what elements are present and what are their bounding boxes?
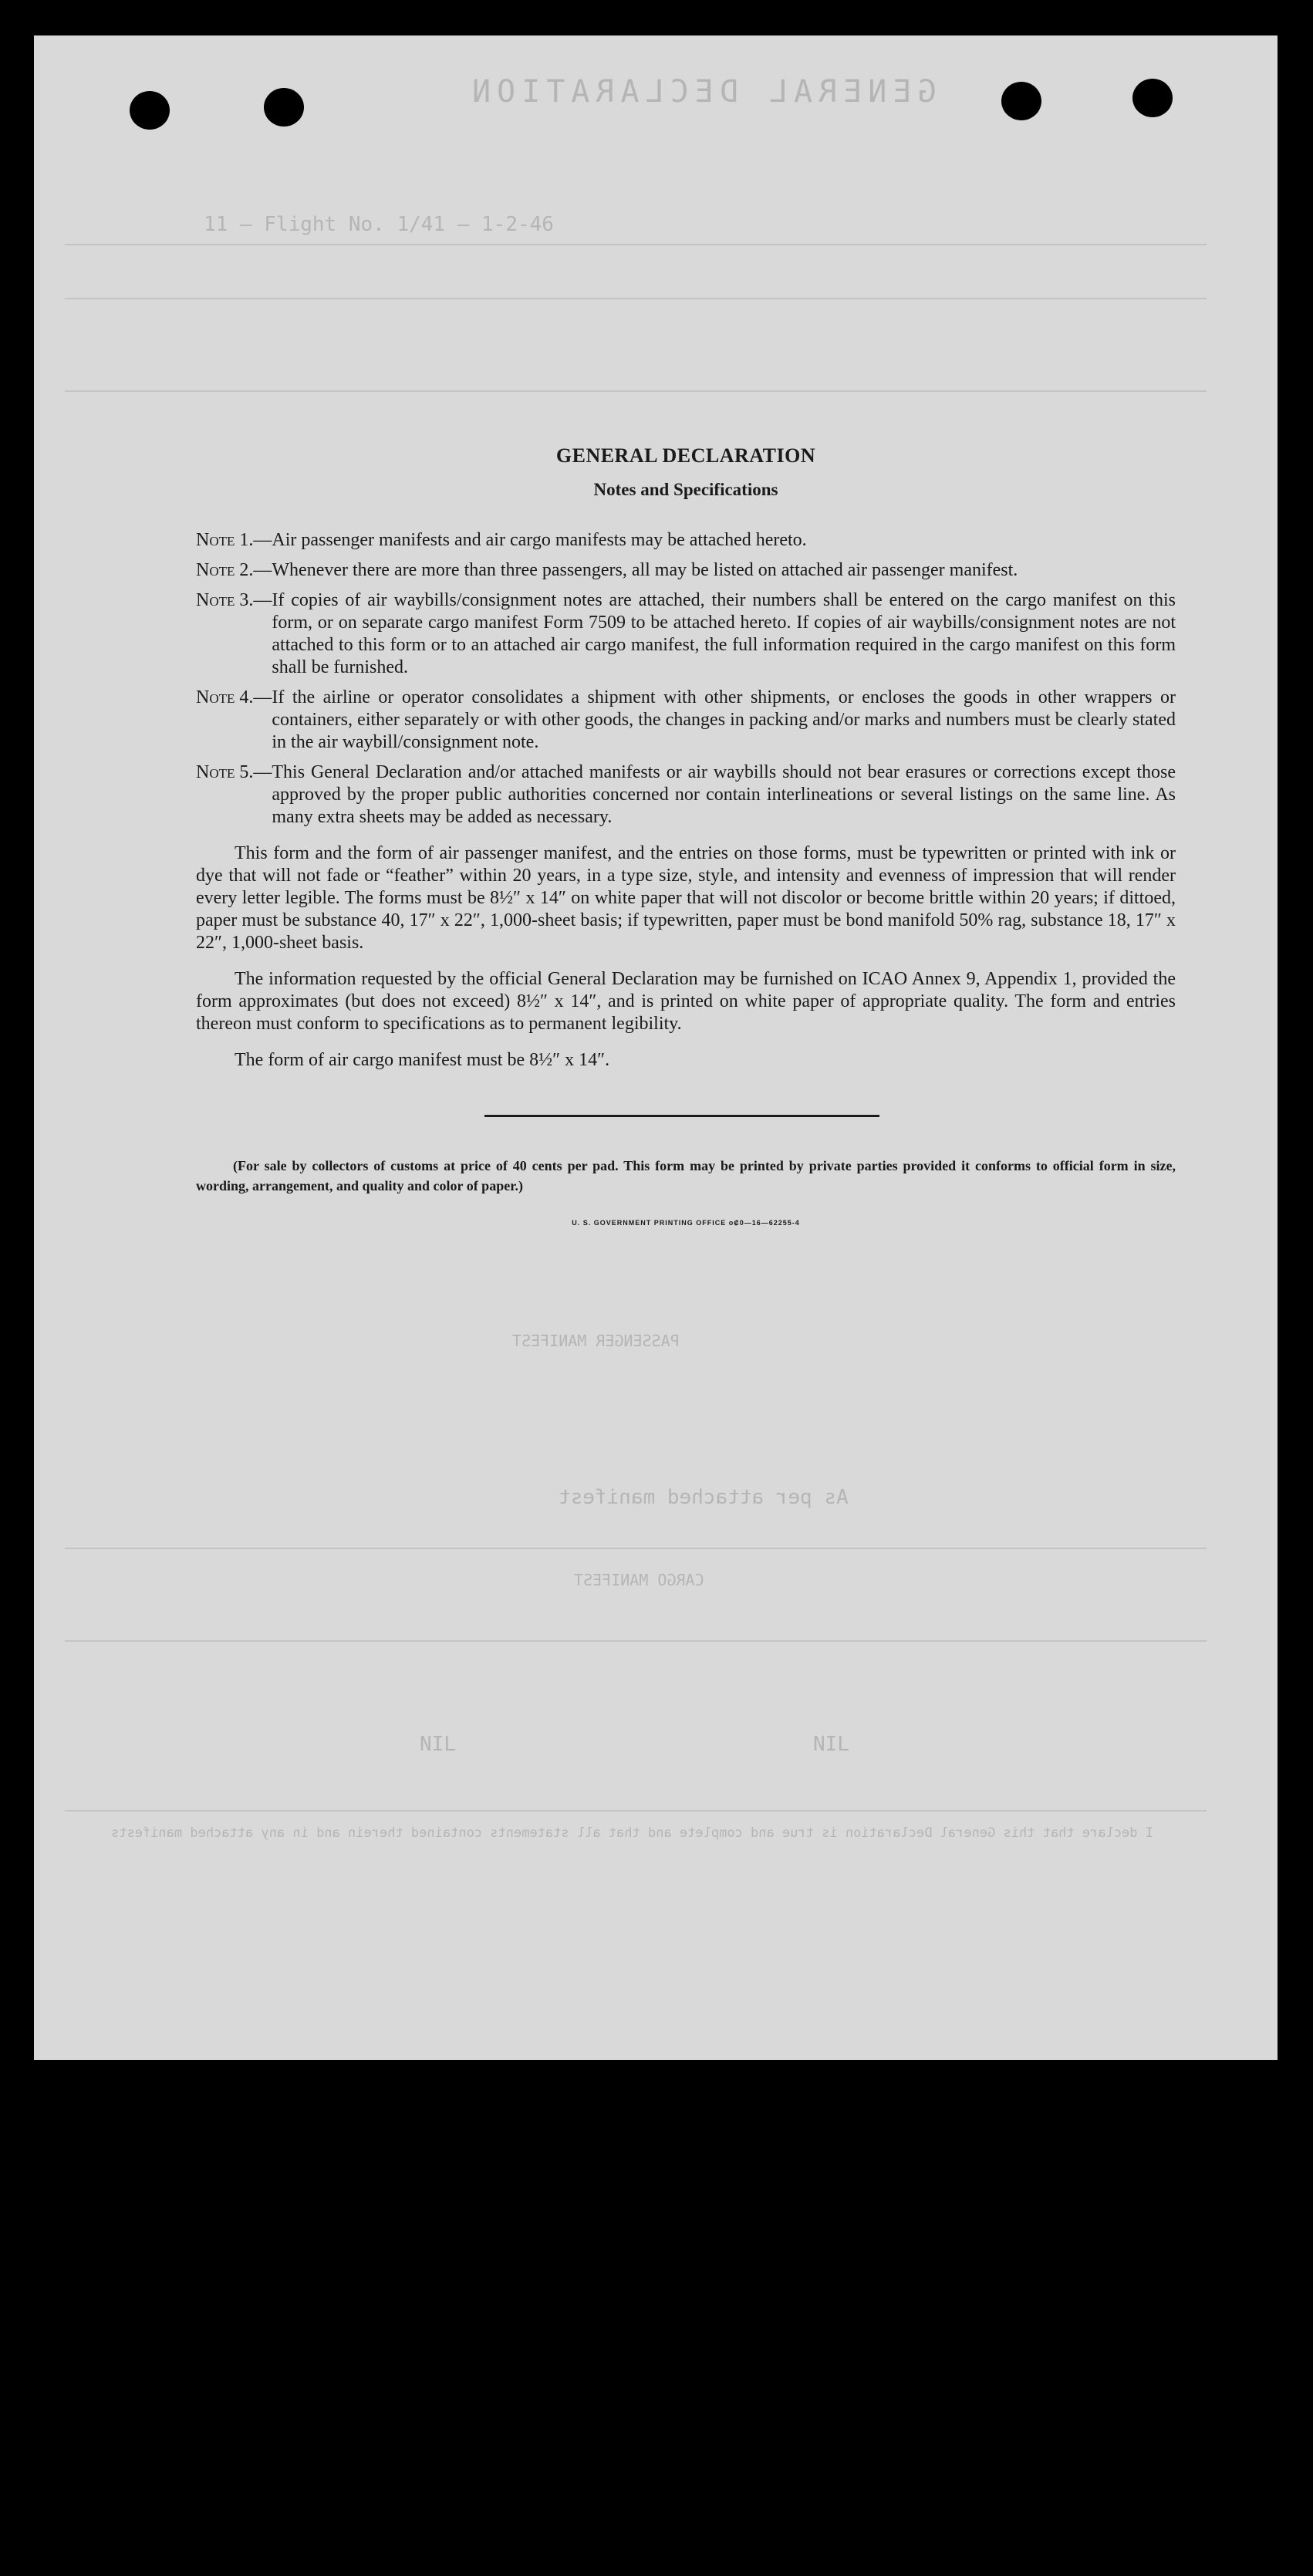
note-text: If copies of air waybills/consignment notes are attached, their numbers shall be entered on the cargo manifest on this form, or on separate cargo manifest Form 7509 to be attached hereto. If copies of air waybills/consignment notes are not attached to this form or to an attached air cargo manifest, the full information required in the cargo manifest on this form shall be furnished. bbox=[272, 590, 1176, 677]
page-subtitle: Notes and Specifications bbox=[593, 480, 778, 499]
note-2 bbox=[196, 559, 1176, 582]
bleed-through-passenger-header: PASSENGER MANIFEST bbox=[512, 1332, 680, 1350]
bleed-through-attached: As per attached manifest bbox=[559, 1486, 849, 1509]
bleed-through-declaration: I declare that this General Declaration is true and complete and that all statements contained therein and in any attached manifests bbox=[111, 1825, 1154, 1841]
punch-hole-top-right bbox=[1001, 82, 1041, 120]
note-label: Note 1.— bbox=[196, 530, 272, 550]
bleed-through-nil: NIL bbox=[813, 1733, 849, 1756]
bleed-through-nil: NIL bbox=[420, 1733, 456, 1756]
bleed-through-rule bbox=[65, 244, 1207, 245]
note-text: If the airline or operator consolidates a shipment with other shipments, or encloses the goods in other wrappers or containers, either separately or with other goods, the changes in packing and/or marks and numbers must be clearly stated in the air waybill/consignment note. bbox=[272, 687, 1176, 752]
page-title: GENERAL DECLARATION bbox=[555, 444, 816, 467]
punch-hole-top-left bbox=[130, 91, 170, 130]
paragraph-icao-annex: The information requested by the official General Declaration may be furnished on ICAO Annex 9, Appendix 1, provided the form approximates (but does not exceed) 8½″ x 14″, and is printed on white paper of appropriate quality. The form and entries thereon must conform to specifications as to permanent legibility. bbox=[196, 969, 1176, 1034]
sale-notice: (For sale by collectors of customs at price of 40 cents per pad. This form may be printed by private parties provided it conforms to official form in size, wording, arrangement, and quality and color of paper.) bbox=[196, 1158, 1176, 1193]
note-5 bbox=[196, 761, 1176, 829]
note-text: Air passenger manifests and air cargo manifests may be attached hereto. bbox=[272, 530, 807, 550]
bleed-through-rule bbox=[65, 1548, 1207, 1549]
bleed-through-header: GENERAL DECLARATION bbox=[466, 74, 937, 110]
note-label: Note 4.— bbox=[196, 687, 272, 707]
notes-and-specifications bbox=[196, 444, 1176, 1227]
bleed-through-rule bbox=[65, 390, 1207, 392]
note-label: Note 3.— bbox=[196, 590, 272, 610]
paragraph-typewriting-spec: This form and the form of air passenger manifest, and the entries on those forms, must be typewritten or printed with ink or dye that will not fade or “feather” within 20 years, in a type size, style, and intensity and evenness of impression that will render every letter legible. The forms must be 8½″ x 14″ on white paper that will not discolor or become brittle within 20 years; if dittoed, paper must be substance 40, 17″ x 22″, 1,000-sheet basis; if typewritten, paper must be bond manifold 50% rag, substance 18, 17″ x 22″, 1,000-sheet basis. bbox=[196, 843, 1176, 953]
paragraph-cargo-manifest-size: The form of air cargo manifest must be 8½″ x 14″. bbox=[235, 1050, 610, 1070]
note-text: Whenever there are more than three passengers, all may be listed on attached air passenger manifest. bbox=[272, 560, 1018, 580]
note-label: Note 2.— bbox=[196, 560, 272, 580]
note-1 bbox=[196, 529, 1176, 552]
divider bbox=[484, 1115, 879, 1117]
bleed-through-rule bbox=[65, 1640, 1207, 1642]
bleed-through-flight-line: 11 — Flight No. 1/41 — 1-2-46 bbox=[204, 213, 554, 236]
printing-office-imprint: U. S. GOVERNMENT PRINTING OFFICE o₡0—16—62255-4 bbox=[572, 1219, 800, 1227]
bleed-through-rule bbox=[65, 1810, 1207, 1811]
punch-hole-top-left-2 bbox=[264, 88, 304, 127]
punch-hole-top-right-2 bbox=[1132, 79, 1173, 117]
note-4 bbox=[196, 687, 1176, 754]
note-label: Note 5.— bbox=[196, 762, 272, 782]
bleed-through-rule bbox=[65, 298, 1207, 299]
note-text: This General Declaration and/or attached manifests or air waybills should not bear erasures or corrections except those approved by the proper public authorities concerned nor contain interlineations or several listings on the same line. As many extra sheets may be added as necessary. bbox=[272, 762, 1176, 827]
bleed-through-cargo-header: CARGO MANIFEST bbox=[574, 1571, 704, 1589]
note-3 bbox=[196, 589, 1176, 679]
document-page bbox=[34, 35, 1278, 2060]
